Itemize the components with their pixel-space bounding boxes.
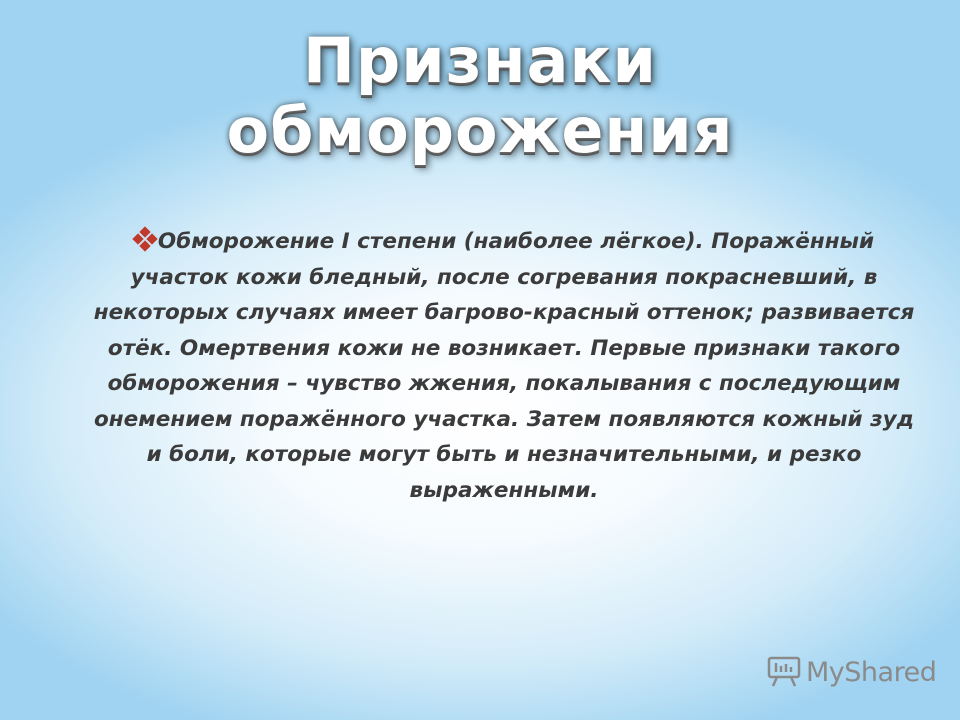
projector-screen-icon <box>766 655 802 689</box>
slide-title <box>0 26 960 166</box>
watermark-logo <box>766 652 936 692</box>
title-line-2: обморожения <box>226 94 734 167</box>
diamond-bullet-icon <box>134 228 156 250</box>
body-text-block <box>92 224 916 508</box>
title-line-1: Признаки <box>303 24 657 97</box>
watermark-text: MyShared <box>806 656 937 688</box>
body-paragraph: Обморожение I степени (наиболее лёгкое). Поражённый участок кожи бледный, после согревания покрасневший, в некоторых случаях имеет багрово-красный оттенок; развивается отёк. Омертвения кожи не возникает. Первые признаки такого обморожения – чувство жжения, покалывания с последующим онемением поражённого участка. Затем появляются кожный зуд и боли, которые могут быть и незначительными, и резко выраженными. <box>93 229 915 503</box>
